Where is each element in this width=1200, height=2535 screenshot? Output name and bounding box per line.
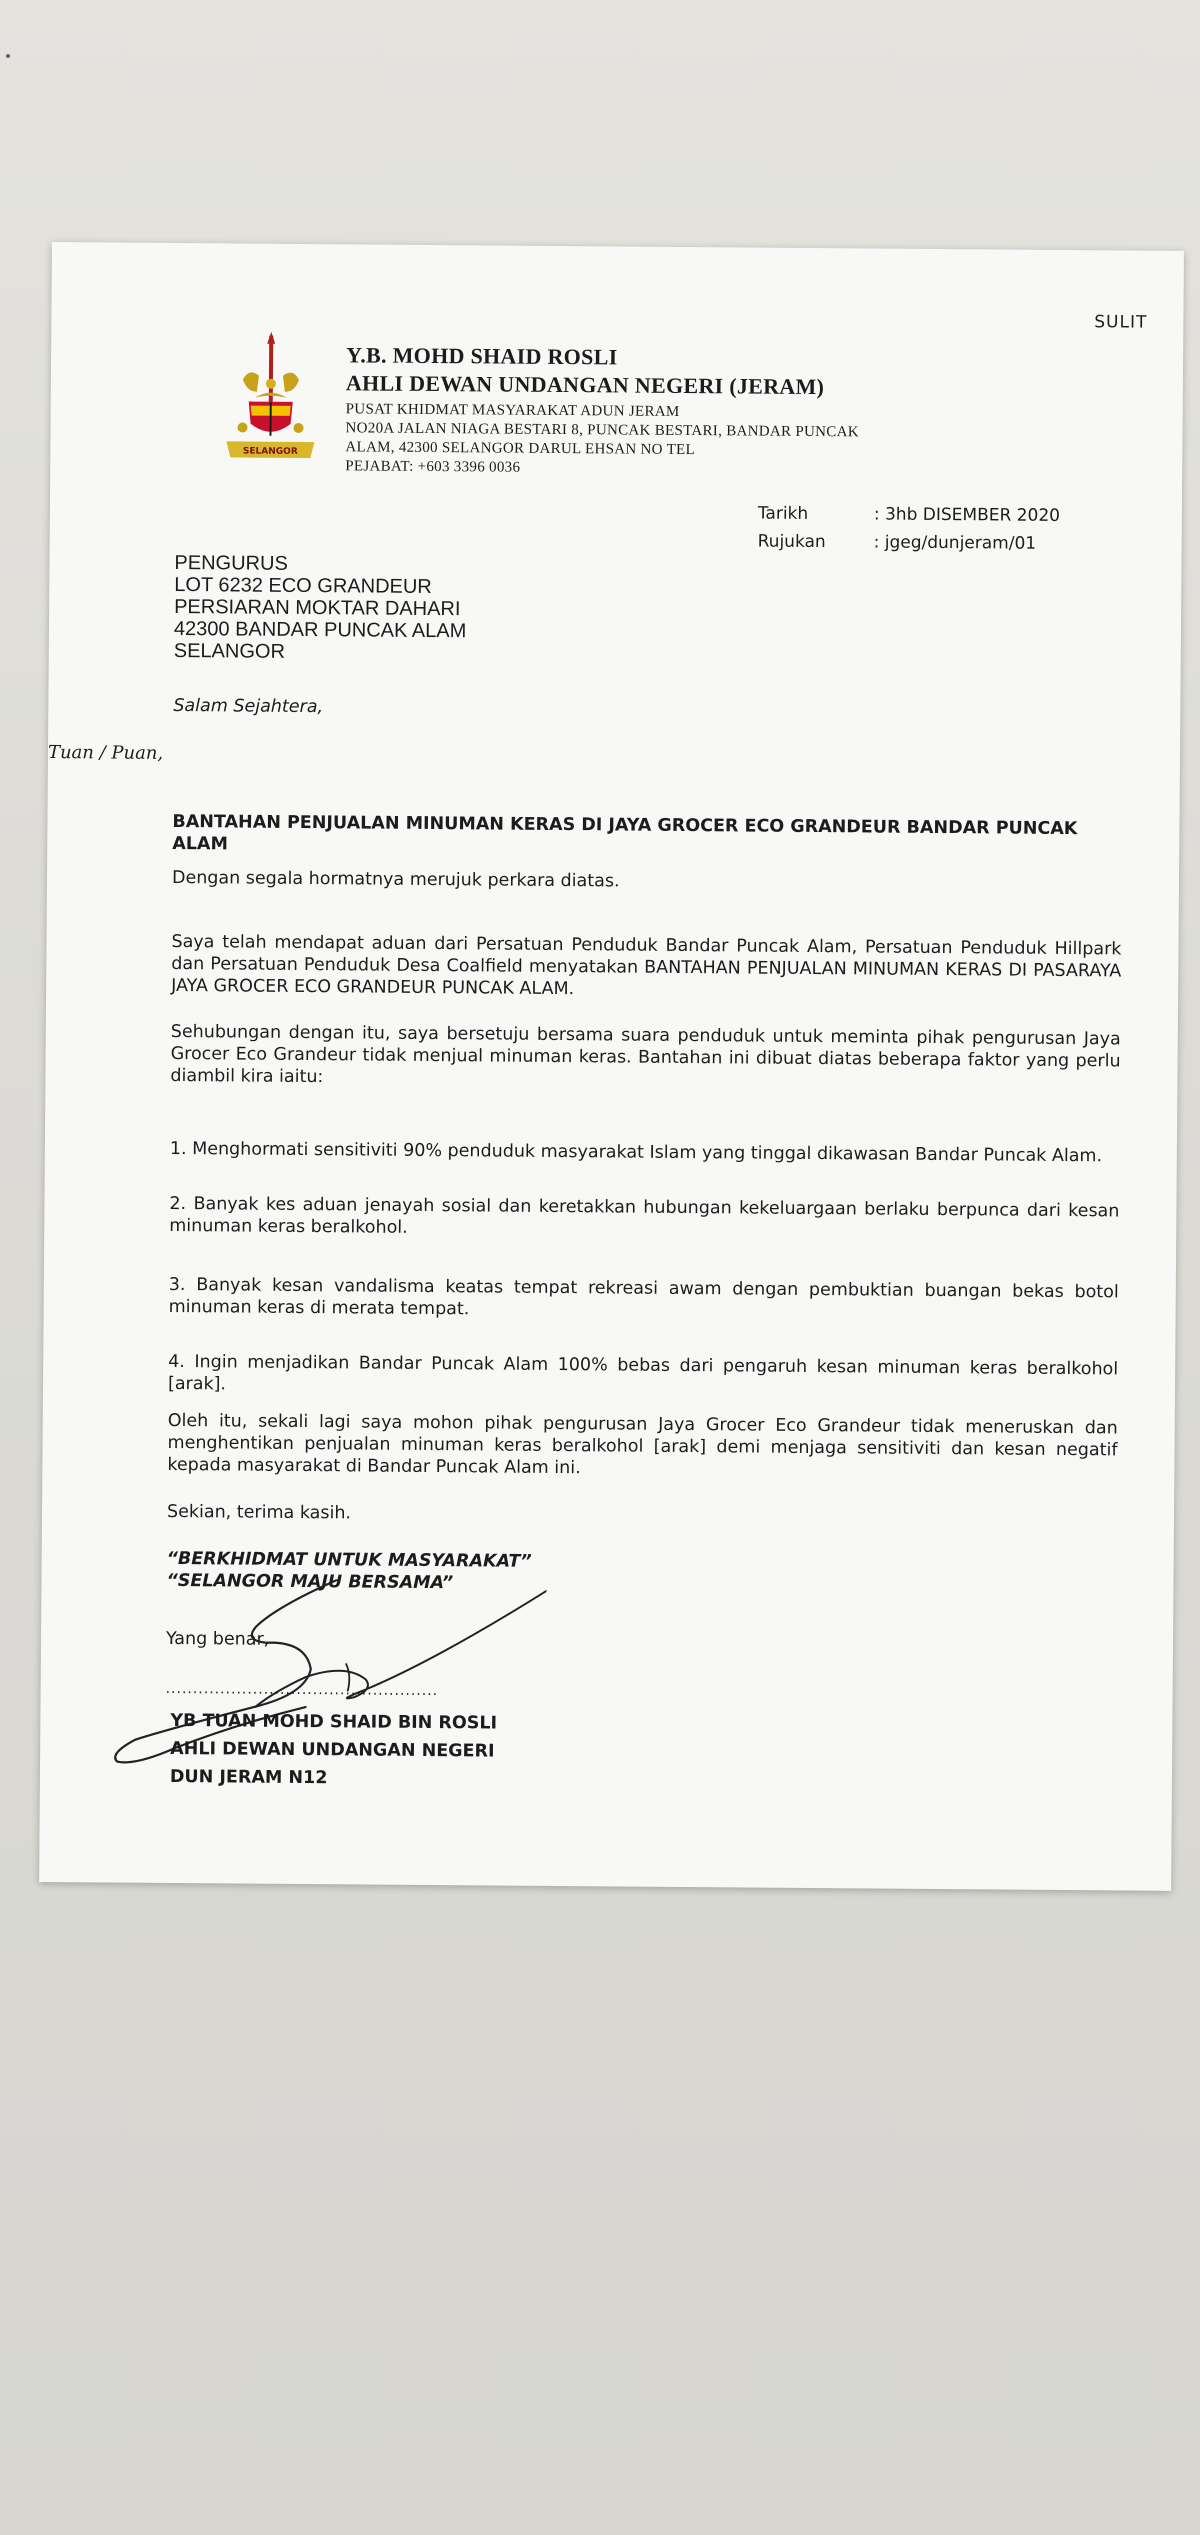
signatory-constituency: DUN JERAM N12 xyxy=(169,1766,328,1789)
letterhead-line: NO20A JALAN NIAGA BESTARI 8, PUNCAK BESTARI, BANDAR PUNCAK xyxy=(345,420,859,441)
closing-paragraph: Oleh itu, sekali lagi saya mohon pihak pengurusan Jaya Grocer Eco Grandeur tidak meneruskan dan menghentikan penjualan minuman keras beralkohol [arak] demi menjaga sensitiviti dan kesan negatif kepada masyarakat di Bandar Puncak Alam ini. xyxy=(167,1410,1118,1479)
crest-banner-text: SELANGOR xyxy=(242,446,298,457)
letter-subject: BANTAHAN PENJUALAN MINUMAN KERAS DI JAYA GROCER ECO GRANDEUR BANDAR PUNCAK ALAM xyxy=(172,811,1078,855)
pin-mark xyxy=(6,54,10,58)
recipient-line: PENGURUS xyxy=(174,551,288,575)
paragraph: Dengan segala hormatnya merujuk perkara diatas. xyxy=(171,867,620,892)
reference-value: : jgeg/dunjeram/01 xyxy=(873,532,1037,554)
recipient-line: SELANGOR xyxy=(173,639,286,663)
list-item: 1. Menghormati sensitiviti 90% penduduk masyarakat Islam yang tinggal dikawasan Bandar Puncak Alam. xyxy=(169,1138,1103,1167)
list-item: 3. Banyak kesan vandalisma keatas tempat rekreasi awam dengan pembuktian buangan bekas botol minuman keras di merata tempat. xyxy=(168,1274,1119,1320)
signatory-title: AHLI DEWAN UNDANGAN NEGERI xyxy=(170,1738,495,1762)
signatory-name: YB TUAN MOHD SHAID BIN ROSLI xyxy=(170,1710,498,1734)
thanks-line: Sekian, terima kasih. xyxy=(166,1501,352,1524)
confidential-mark: SULIT xyxy=(1094,312,1148,333)
letterhead-title: AHLI DEWAN UNDANGAN NEGERI (JERAM) xyxy=(345,370,825,400)
motto-line: “BERKHIDMAT UNTUK MASYARAKAT” xyxy=(166,1548,532,1572)
letterhead-line: PUSAT KHIDMAT MASYARAKAT ADUN JERAM xyxy=(345,401,680,420)
date-label: Tarikh xyxy=(757,503,809,524)
reference-label: Rujukan xyxy=(757,531,826,553)
letterhead-phone: PEJABAT: +603 3396 0036 xyxy=(345,458,521,476)
address-form: Tuan / Puan, xyxy=(47,741,164,764)
salutation: Salam Sejahtera, xyxy=(173,695,324,718)
date-value: : 3hb DISEMBER 2020 xyxy=(873,504,1061,526)
letterhead-line: ALAM, 42300 SELANGOR DARUL EHSAN NO TEL xyxy=(345,439,696,459)
yours-truly: Yang benar, xyxy=(165,1628,270,1650)
letter-page xyxy=(39,242,1184,1891)
list-item: 2. Banyak kes aduan jenayah sosial dan keretakkan hubungan kekeluargaan berlaku berpunca dari kesan minuman keras beralkohol. xyxy=(169,1193,1120,1238)
paragraph: Saya telah mendapat aduan dari Persatuan Penduduk Bandar Puncak Alam, Persatuan Penduduk Hillpark dan Persatuan Penduduk Desa Coalfield menyatakan BANTAHAN PENJUALAN MINUMAN KERAS DI PASARAYA JAYA GROCER ECO GRANDEUR PUNCAK ALAM. xyxy=(171,931,1122,1000)
paragraph: Sehubungan dengan itu, saya bersetuju bersama suara penduduk untuk meminta pihak pengurusan Jaya Grocer Eco Grandeur tidak menjual minuman keras. Bantahan ini dibuat diatas beberapa faktor yang perlu diambil kira iaitu: xyxy=(170,1021,1121,1088)
recipient-line: 42300 BANDAR PUNCAK ALAM xyxy=(173,617,467,643)
recipient-line: PERSIARAN MOKTAR DAHARI xyxy=(174,595,461,621)
letterhead-name: Y.B. MOHD SHAID ROSLI xyxy=(346,342,618,370)
motto-line: “SELANGOR MAJU BERSAMA” xyxy=(166,1570,454,1594)
signature-line: .................................................. xyxy=(165,1680,439,1700)
list-item: 4. Ingin menjadikan Bandar Puncak Alam 100% bebas dari pengaruh kesan minuman keras beralkohol [arak]. xyxy=(167,1351,1119,1395)
recipient-address xyxy=(174,552,467,664)
recipient-line: LOT 6232 ECO GRANDEUR xyxy=(174,573,432,598)
selangor-crest-icon xyxy=(220,331,321,472)
